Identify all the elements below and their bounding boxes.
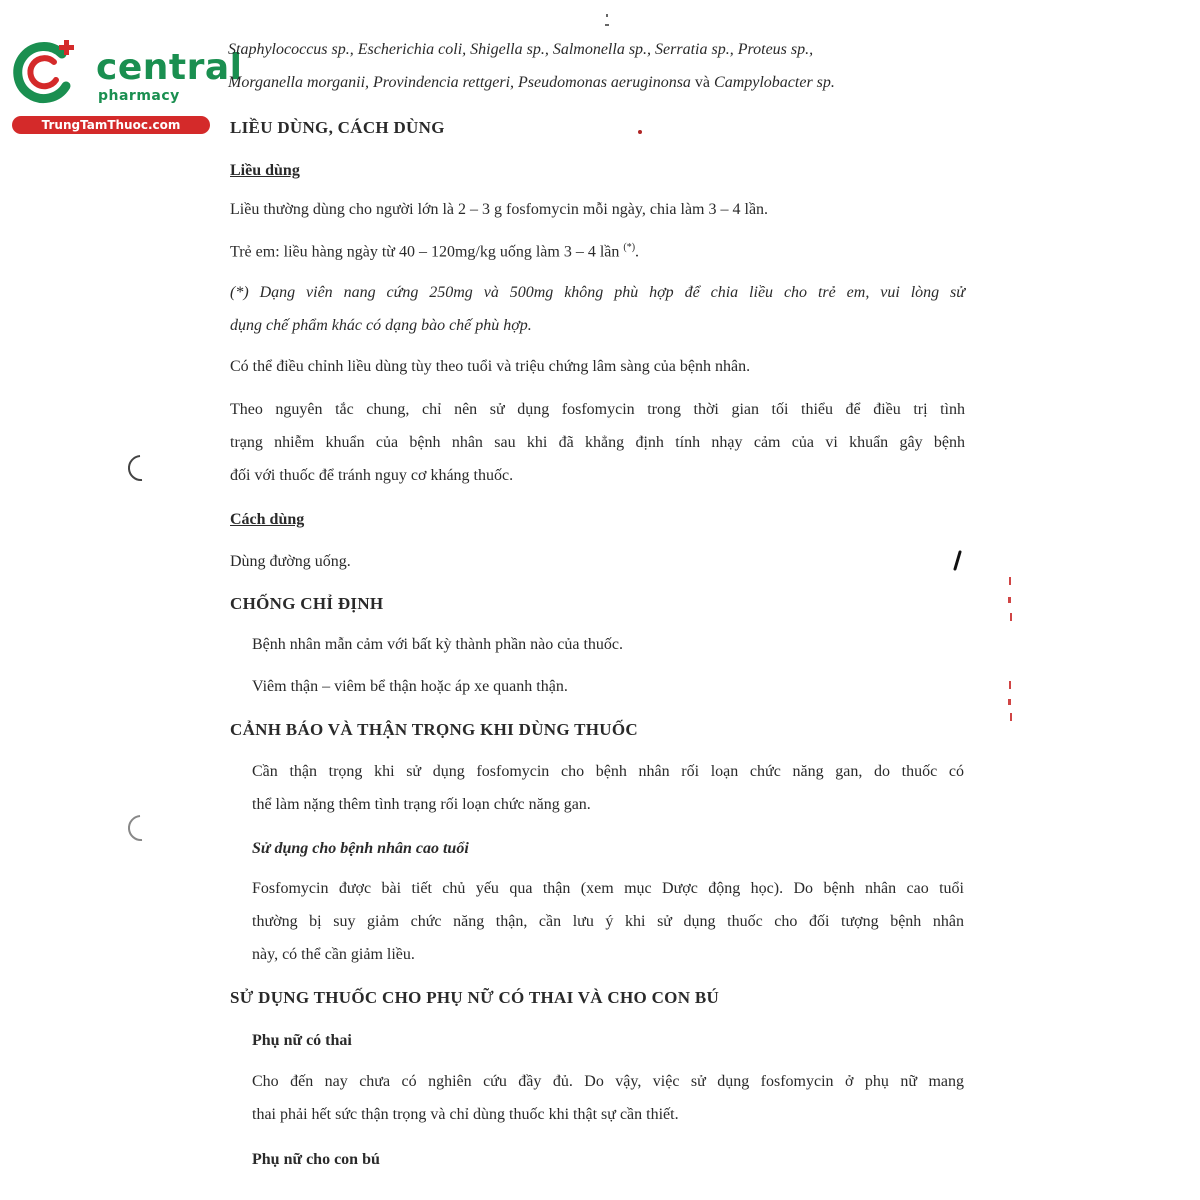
dosage-child-text: Trẻ em: liều hàng ngày từ 40 – 120mg/kg uống làm 3 – 4 lần — [230, 243, 620, 261]
dosage-child — [230, 242, 639, 261]
warning-elderly-line-2: thường bị suy giảm chức năng thận, cần lưu ý khi sử dụng thuốc cho đối tượng bệnh nhân — [252, 913, 964, 930]
heading-pregnancy: SỬ DỤNG THUỐC CHO PHỤ NỮ CÓ THAI VÀ CHO CON BÚ — [230, 988, 720, 1007]
pharmacy-cross-logo-icon — [10, 38, 80, 108]
logo-url-badge: TrungTamThuoc.com — [12, 116, 210, 134]
usage-text: Dùng đường uống. — [230, 553, 351, 570]
heading-warnings: CẢNH BÁO VÀ THẬN TRỌNG KHI DÙNG THUỐC — [230, 720, 638, 739]
scan-hole-mark — [120, 810, 150, 844]
ink-mark — [950, 550, 966, 572]
bacteria-list-line-2-species: Morganella morganii, Provindencia rettgeri, Pseudomonas aeruginonsa — [228, 74, 691, 91]
red-dot-mark — [636, 128, 644, 136]
bacteria-list-line-2 — [228, 74, 835, 92]
dosage-child-period: . — [635, 243, 640, 261]
dosage-note-line-2: dụng chế phẩm khác có dạng bào chế phù hợp. — [230, 317, 532, 334]
heading-contraindications: CHỐNG CHỈ ĐỊNH — [230, 594, 384, 613]
red-edge-marks — [1004, 575, 1016, 730]
subheading-dosage: Liều dùng — [230, 162, 300, 179]
subheading-breastfeeding: Phụ nữ cho con bú — [252, 1151, 380, 1168]
contraindication-item-1: Bệnh nhân mẫn cảm với bất kỳ thành phần nào của thuốc. — [252, 636, 624, 653]
warning-elderly-line-3: này, có thể cần giảm liều. — [252, 946, 415, 963]
subheading-usage: Cách dùng — [230, 511, 305, 528]
dosage-note-line-1: (*) Dạng viên nang cứng 250mg và 500mg không phù hợp để chia liều cho trẻ em, vui lòng sử — [230, 284, 965, 301]
logo-subtitle: pharmacy — [98, 88, 180, 104]
bacteria-list-line-1: Staphylococcus sp., Escherichia coli, Shigella sp., Salmonella sp., Serratia sp., Proteus sp., — [228, 41, 814, 58]
pregnancy-line-2: thai phải hết sức thận trọng và chỉ dùng thuốc khi thật sự cần thiết. — [252, 1106, 679, 1123]
pregnancy-line-1: Cho đến nay chưa có nghiên cứu đầy đủ. Do vậy, việc sử dụng fosfomycin ở phụ nữ mang — [252, 1073, 964, 1090]
dosage-principle-line-2: trạng nhiễm khuẩn của bệnh nhân sau khi đã khẳng định tính nhạy cảm của vi khuẩn gây bệnh — [230, 434, 965, 451]
dosage-principle-line-1: Theo nguyên tắc chung, chỉ nên sử dụng fosfomycin trong thời gian tối thiểu để điều trị tình — [230, 401, 965, 418]
bacteria-list-line-2-end: Campylobacter sp. — [714, 74, 835, 91]
dosage-adult: Liều thường dùng cho người lớn là 2 – 3 g fosfomycin mỗi ngày, chia làm 3 – 4 lần. — [230, 201, 769, 218]
dosage-adjustment: Có thể điều chỉnh liều dùng tùy theo tuổi và triệu chứng lâm sàng của bệnh nhân. — [230, 358, 751, 375]
warning-liver-line-1: Cần thận trọng khi sử dụng fosfomycin cho bệnh nhân rối loạn chức năng gan, do thuốc có — [252, 763, 964, 780]
logo-name: central — [96, 47, 243, 88]
dosage-principle-line-3: đối với thuốc để tránh nguy cơ kháng thuốc. — [230, 467, 514, 484]
warning-elderly-line-1: Fosfomycin được bài tiết chủ yếu qua thận (xem mục Dược động học). Do bệnh nhân cao tuổi — [252, 880, 964, 897]
central-pharmacy-logo — [10, 36, 243, 136]
bacteria-list-and: và — [694, 74, 711, 91]
subheading-elderly: Sử dụng cho bệnh nhân cao tuổi — [252, 840, 469, 857]
heading-dosage-usage: LIỀU DÙNG, CÁCH DÙNG — [230, 118, 445, 137]
subheading-pregnant: Phụ nữ có thai — [252, 1032, 352, 1049]
dosage-child-footnote-mark: (*) — [623, 242, 636, 253]
scan-hole-mark — [120, 450, 150, 484]
warning-liver-line-2: thể làm nặng thêm tình trạng rối loạn chức năng gan. — [252, 796, 591, 813]
contraindication-item-2: Viêm thận – viêm bể thận hoặc áp xe quanh thận. — [252, 678, 568, 695]
scan-speck-mark — [602, 12, 612, 32]
